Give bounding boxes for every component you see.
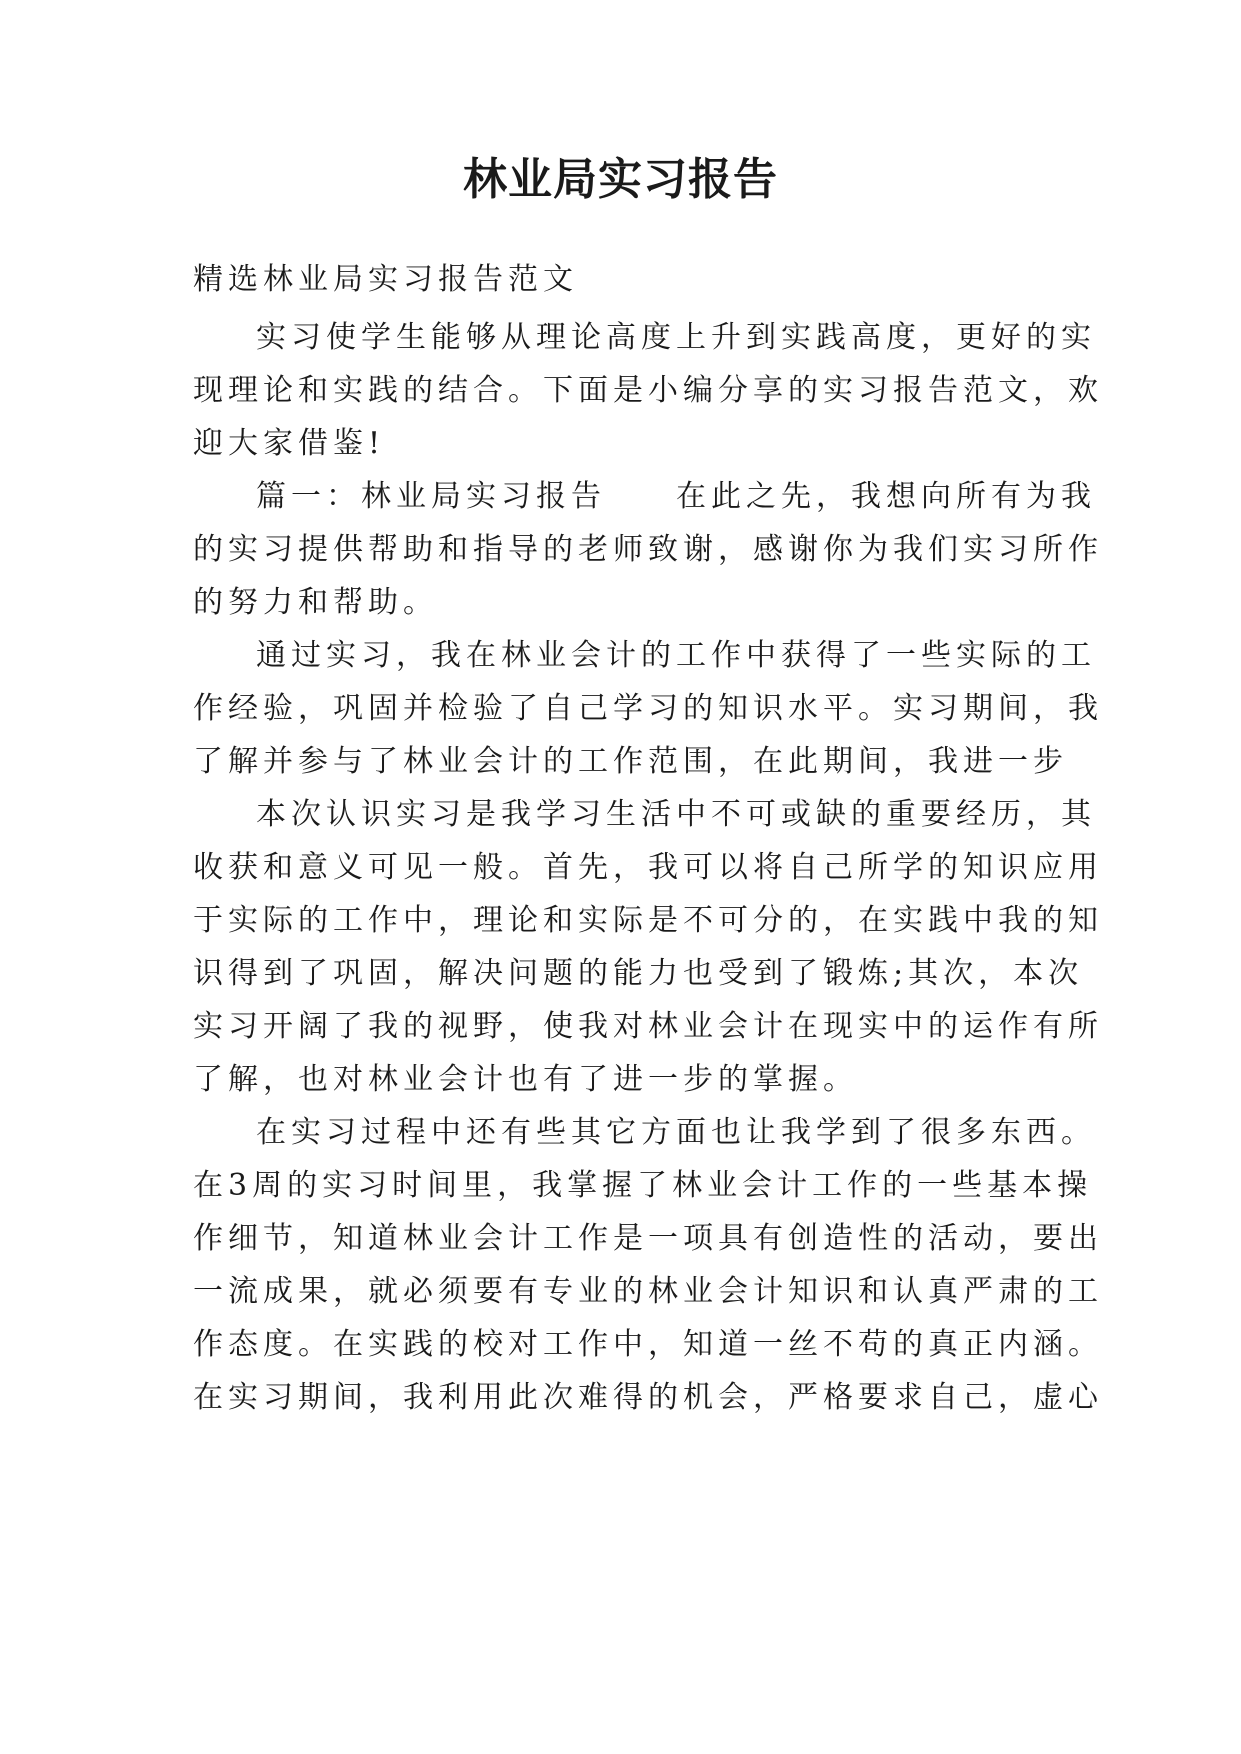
body-line: 于实际的工作中，理论和实际是不可分的，在实践中我的知 [193, 903, 1103, 938]
body-line: 在实习期间，我利用此次难得的机会，严格要求自己，虚心 [193, 1380, 1103, 1415]
document-title: 林业局实习报告 [463, 154, 778, 205]
body-line: 现理论和实践的结合。下面是小编分享的实习报告范文，欢 [193, 373, 1103, 408]
body-line: 实习开阔了我的视野，使我对林业会计在现实中的运作有所 [193, 1009, 1103, 1044]
body-line: 在3周的实习时间里，我掌握了林业会计工作的一些基本操 [193, 1168, 1093, 1203]
body-line: 的实习提供帮助和指导的老师致谢，感谢你为我们实习所作 [193, 532, 1103, 567]
body-line: 作细节，知道林业会计工作是一项具有创造性的活动，要出 [193, 1221, 1103, 1256]
body-line: 收获和意义可见一般。首先，我可以将自己所学的知识应用 [193, 850, 1103, 885]
subtitle-line: 精选林业局实习报告范文 [193, 262, 578, 297]
body-line: 了解，也对林业会计也有了进一步的掌握。 [193, 1062, 858, 1097]
body-line: 通过实习，我在林业会计的工作中获得了一些实际的工 [256, 638, 1096, 673]
body-line: 作经验，巩固并检验了自己学习的知识水平。实习期间，我 [193, 691, 1103, 726]
body-line: 在实习过程中还有些其它方面也让我学到了很多东西。 [256, 1115, 1096, 1150]
body-line: 实习使学生能够从理论高度上升到实践高度，更好的实 [256, 320, 1096, 355]
body-line: 了解并参与了林业会计的工作范围，在此期间，我进一步 [193, 744, 1068, 779]
body-line: 一流成果，就必须要有专业的林业会计知识和认真严肃的工 [193, 1274, 1103, 1309]
body-line: 篇一：林业局实习报告 在此之先，我想向所有为我 [256, 479, 1096, 514]
body-line: 作态度。在实践的校对工作中，知道一丝不苟的真正内涵。 [193, 1327, 1103, 1362]
body-line: 识得到了巩固，解决问题的能力也受到了锻炼;其次，本次 [193, 956, 1084, 991]
body-line: 的努力和帮助。 [193, 585, 438, 620]
body-line: 迎大家借鉴! [193, 426, 386, 461]
body-line: 本次认识实习是我学习生活中不可或缺的重要经历，其 [256, 797, 1096, 832]
